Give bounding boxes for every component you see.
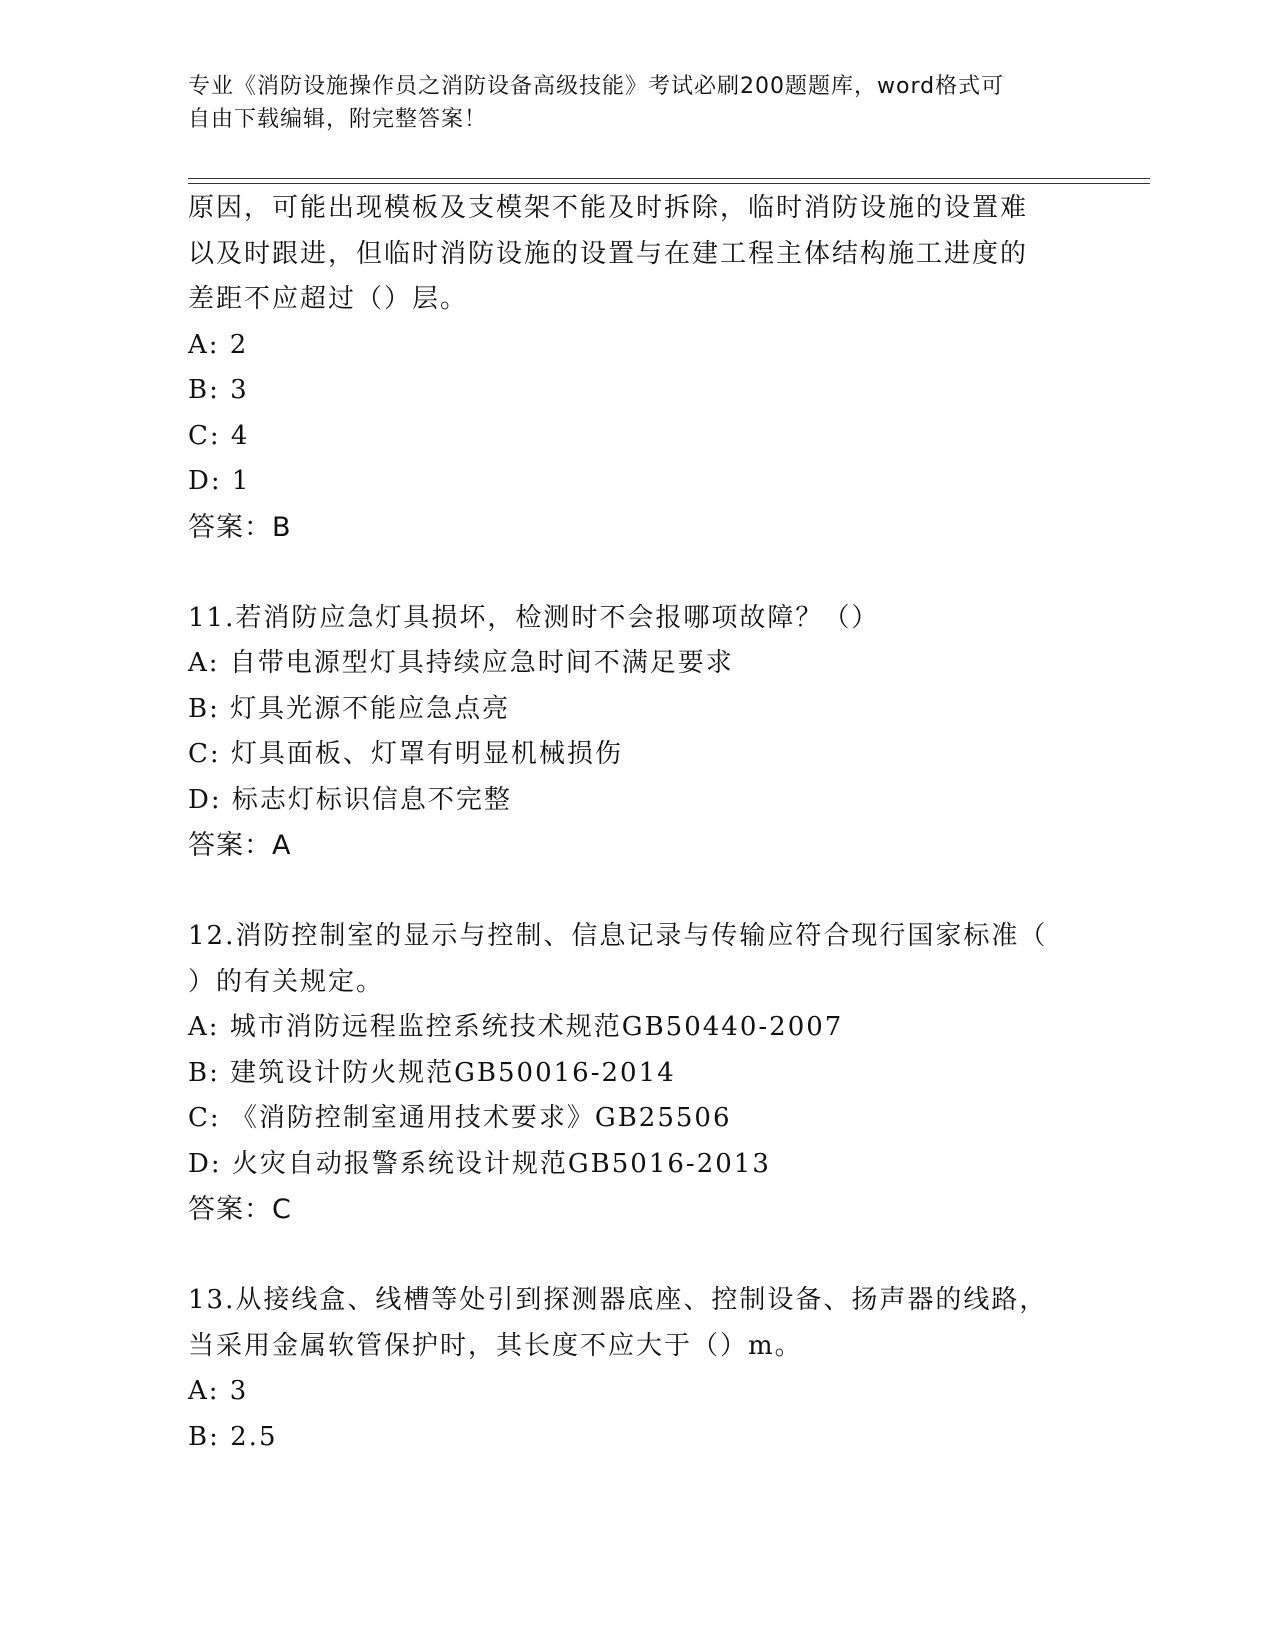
header-divider-top <box>188 178 1150 179</box>
question-12 <box>188 914 1088 1233</box>
option-c: C: 4 <box>188 420 250 451</box>
option-a: A: 城市消防远程监控系统技术规范GB50440-2007 <box>188 1012 844 1042</box>
question-text: 当采用金属软管保护时，其长度不应大于（）m。 <box>188 1330 803 1361</box>
option-b: B: 2.5 <box>188 1421 278 1452</box>
option-a: A: 2 <box>188 329 249 360</box>
option-d: D: 1 <box>188 466 251 496</box>
question-text: 12.消防控制室的显示与控制、信息记录与传输应符合现行国家标准（ <box>188 921 1048 951</box>
spacer <box>188 550 1088 596</box>
option-d: D: 标志灯标识信息不完整 <box>188 784 512 815</box>
option-c: C: 《消防控制室通用技术要求》GB25506 <box>188 1103 732 1133</box>
question-list <box>188 186 1088 1460</box>
option-c: C: 灯具面板、灯罩有明显机械损伤 <box>188 739 623 769</box>
answer-label: 答案：B <box>188 511 292 543</box>
document-header <box>188 70 1088 136</box>
header-line-1: 专业《消防设施操作员之消防设备高级技能》考试必刷200题题库，word格式可 <box>188 74 1005 99</box>
option-b: B: 建筑设计防火规范GB50016-2014 <box>188 1057 676 1088</box>
option-b: B: 灯具光源不能应急点亮 <box>188 693 511 724</box>
question-text: 差距不应超过（）层。 <box>188 284 469 314</box>
header-line-2: 自由下载编辑，附完整答案！ <box>188 107 488 132</box>
question-text: 原因，可能出现模板及支模架不能及时拆除，临时消防设施的设置难 <box>188 193 1029 223</box>
question-13 <box>188 1278 1088 1460</box>
answer-label: 答案：A <box>188 830 292 861</box>
spacer <box>188 1233 1088 1279</box>
spacer <box>188 869 1088 915</box>
question-10 <box>188 186 1088 550</box>
option-a: A: 自带电源型灯具持续应急时间不满足要求 <box>188 648 734 678</box>
question-11 <box>188 596 1088 869</box>
question-text: 以及时跟进，但临时消防设施的设置与在建工程主体结构施工进度的 <box>188 238 1029 269</box>
question-text: ）的有关规定。 <box>188 966 385 997</box>
question-text: 11.若消防应急灯具损坏，检测时不会报哪项故障？（） <box>188 602 880 633</box>
option-a: A: 3 <box>188 1376 249 1406</box>
option-b: B: 3 <box>188 375 249 405</box>
option-d: D: 火灾自动报警系统设计规范GB5016-2013 <box>188 1148 771 1179</box>
header-divider-bottom <box>188 183 1150 184</box>
answer-label: 答案：C <box>188 1194 292 1225</box>
question-text: 13.从接线盒、线槽等处引到探测器底座、控制设备、扬声器的线路， <box>188 1285 1048 1315</box>
